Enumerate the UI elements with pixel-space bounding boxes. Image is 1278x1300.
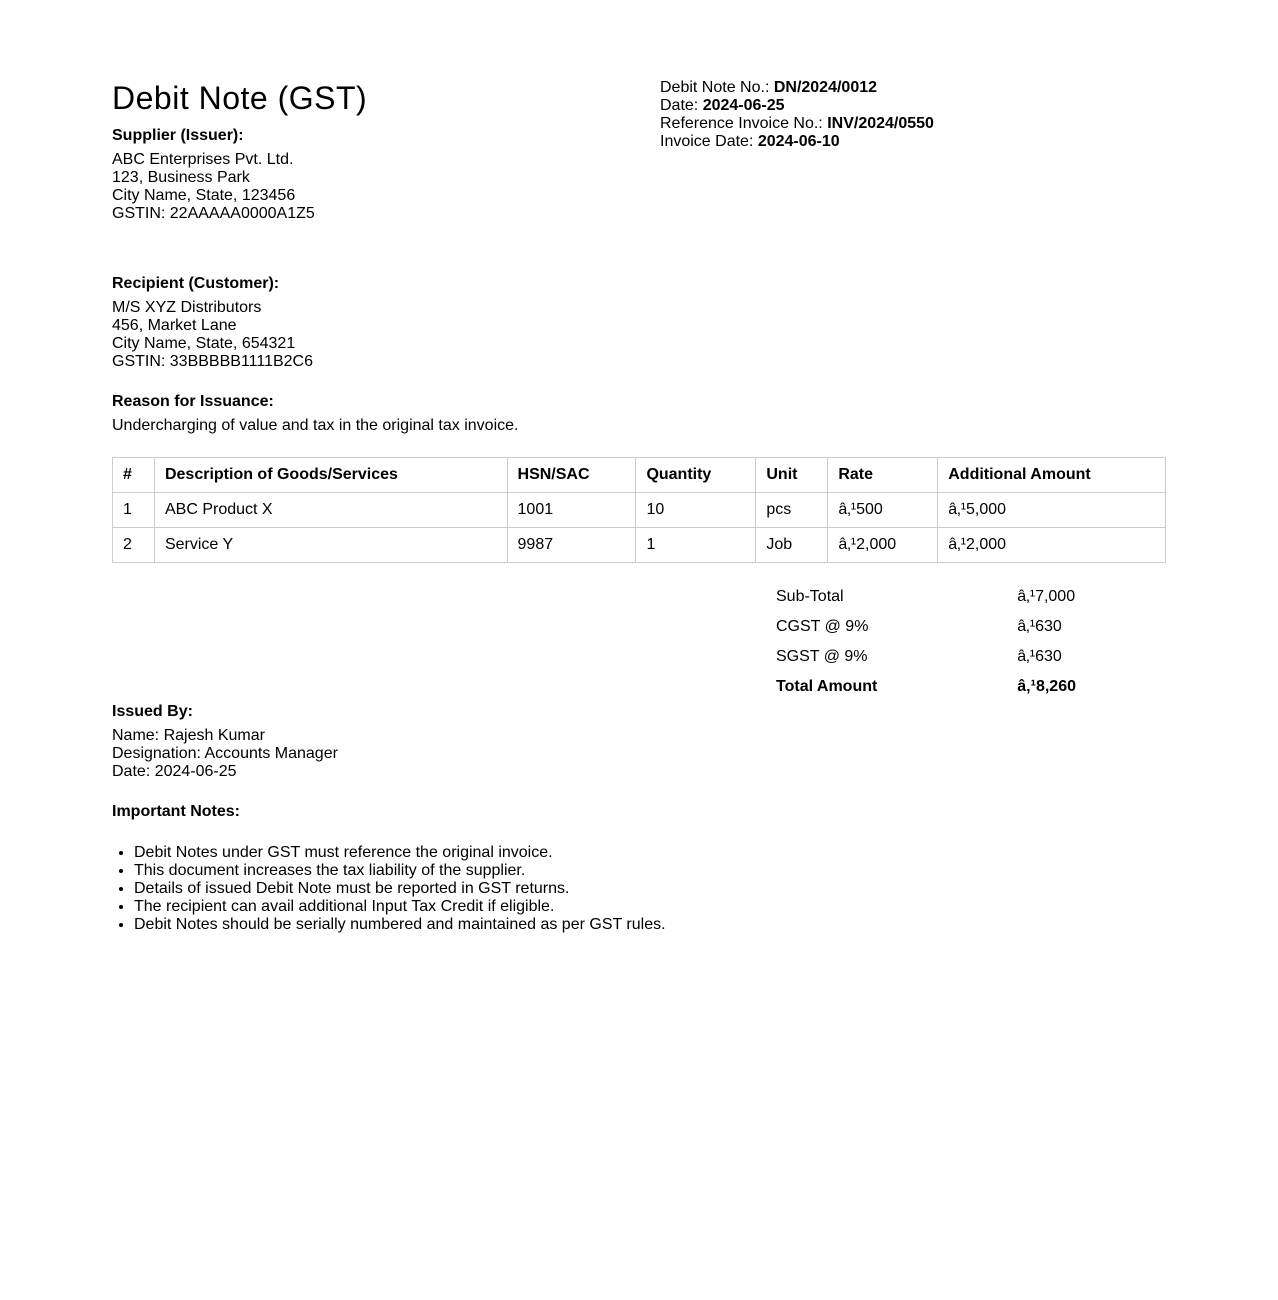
recipient-address-1: 456, Market Lane xyxy=(112,317,237,334)
subtotal-label: Sub-Total xyxy=(776,588,844,605)
table-row xyxy=(113,528,1166,563)
cell-rate: â‚¹2,000 xyxy=(828,528,938,563)
total-label: Total Amount xyxy=(776,678,878,695)
notes-list xyxy=(112,844,666,934)
cell-rate: â‚¹500 xyxy=(828,493,938,528)
list-item: • Debit Notes under GST must reference the original invoice. xyxy=(134,844,666,862)
invoice-date: 2024-06-10 xyxy=(757,133,840,150)
issue-date: Date: 2024-06-25 xyxy=(112,763,237,780)
reason-heading: Reason for Issuance: xyxy=(112,393,274,410)
total-row xyxy=(766,672,1086,702)
sgst-label: SGST @ 9% xyxy=(776,648,868,665)
cell-unit: Job xyxy=(756,528,828,563)
table-header-row xyxy=(113,458,1166,493)
cell-unit: pcs xyxy=(756,493,828,528)
list-item: • The recipient can avail additional Input Tax Credit if eligible. xyxy=(134,898,666,916)
cell-quantity: 10 xyxy=(636,493,756,528)
reference-invoice: INV/2024/0550 xyxy=(827,115,934,132)
reason-text: Undercharging of value and tax in the original tax invoice. xyxy=(112,417,519,434)
supplier-name: ABC Enterprises Pvt. Ltd. xyxy=(112,151,294,168)
recipient-gstin: GSTIN: 33BBBBB1111B2C6 xyxy=(112,353,313,370)
col-header-hsn-sac: HSN/SAC xyxy=(507,458,636,493)
list-item: • This document increases the tax liability of the supplier. xyxy=(134,862,666,880)
cell-hsn-sac: 1001 xyxy=(507,493,636,528)
cell-hsn-sac: 9987 xyxy=(507,528,636,563)
sgst-row xyxy=(766,642,1086,672)
note-date-line: Date: 2024-06-25 xyxy=(660,97,785,114)
totals-table xyxy=(766,582,1086,702)
reference-invoice-line: Reference Invoice No.: INV/2024/0550 xyxy=(660,115,934,132)
recipient-address-2: City Name, State, 654321 xyxy=(112,335,296,352)
page-title: Debit Note (GST) xyxy=(112,80,368,116)
total-value: â‚¹8,260 xyxy=(1017,678,1076,695)
note-number: DN/2024/0012 xyxy=(773,79,878,96)
cgst-row xyxy=(766,612,1086,642)
issuer-designation: Designation: Accounts Manager xyxy=(112,745,338,762)
cell-number: 1 xyxy=(113,493,155,528)
supplier-address-2: City Name, State, 123456 xyxy=(112,187,296,204)
cell-quantity: 1 xyxy=(636,528,756,563)
note-meta xyxy=(660,79,934,151)
notes-heading: Important Notes: xyxy=(112,803,240,820)
issuer-name: Name: Rajesh Kumar xyxy=(112,727,265,744)
table-row xyxy=(113,493,1166,528)
supplier-details xyxy=(112,151,315,223)
cell-description: ABC Product X xyxy=(154,493,507,528)
cell-additional-amount: â‚¹2,000 xyxy=(938,528,1166,563)
list-item: • Details of issued Debit Note must be reported in GST returns. xyxy=(134,880,666,898)
cell-number: 2 xyxy=(113,528,155,563)
cgst-value: â‚¹630 xyxy=(1017,618,1062,635)
debit-note-document xyxy=(112,0,1166,1300)
sgst-value: â‚¹630 xyxy=(1017,648,1062,665)
subtotal-row xyxy=(766,582,1086,612)
items-table xyxy=(112,457,1166,563)
list-item: • Debit Notes should be serially numbered and maintained as per GST rules. xyxy=(134,916,666,934)
issued-by-heading: Issued By: xyxy=(112,703,193,720)
note-date: 2024-06-25 xyxy=(702,97,785,114)
invoice-date-line: Invoice Date: 2024-06-10 xyxy=(660,133,840,150)
col-header-rate: Rate xyxy=(828,458,938,493)
recipient-details xyxy=(112,299,313,371)
col-header-number: # xyxy=(113,458,155,493)
subtotal-value: â‚¹7,000 xyxy=(1017,588,1076,605)
supplier-address-1: 123, Business Park xyxy=(112,169,250,186)
issued-by-details xyxy=(112,727,338,781)
col-header-additional-amount: Additional Amount xyxy=(938,458,1166,493)
cell-additional-amount: â‚¹5,000 xyxy=(938,493,1166,528)
col-header-quantity: Quantity xyxy=(636,458,756,493)
note-number-line: Debit Note No.: DN/2024/0012 xyxy=(660,79,878,96)
recipient-heading: Recipient (Customer): xyxy=(112,275,280,292)
supplier-gstin: GSTIN: 22AAAAA0000A1Z5 xyxy=(112,205,315,222)
supplier-heading: Supplier (Issuer): xyxy=(112,127,244,144)
cell-description: Service Y xyxy=(154,528,507,563)
cgst-label: CGST @ 9% xyxy=(776,618,869,635)
col-header-unit: Unit xyxy=(756,458,828,493)
recipient-name: M/S XYZ Distributors xyxy=(112,299,262,316)
col-header-description: Description of Goods/Services xyxy=(154,458,507,493)
